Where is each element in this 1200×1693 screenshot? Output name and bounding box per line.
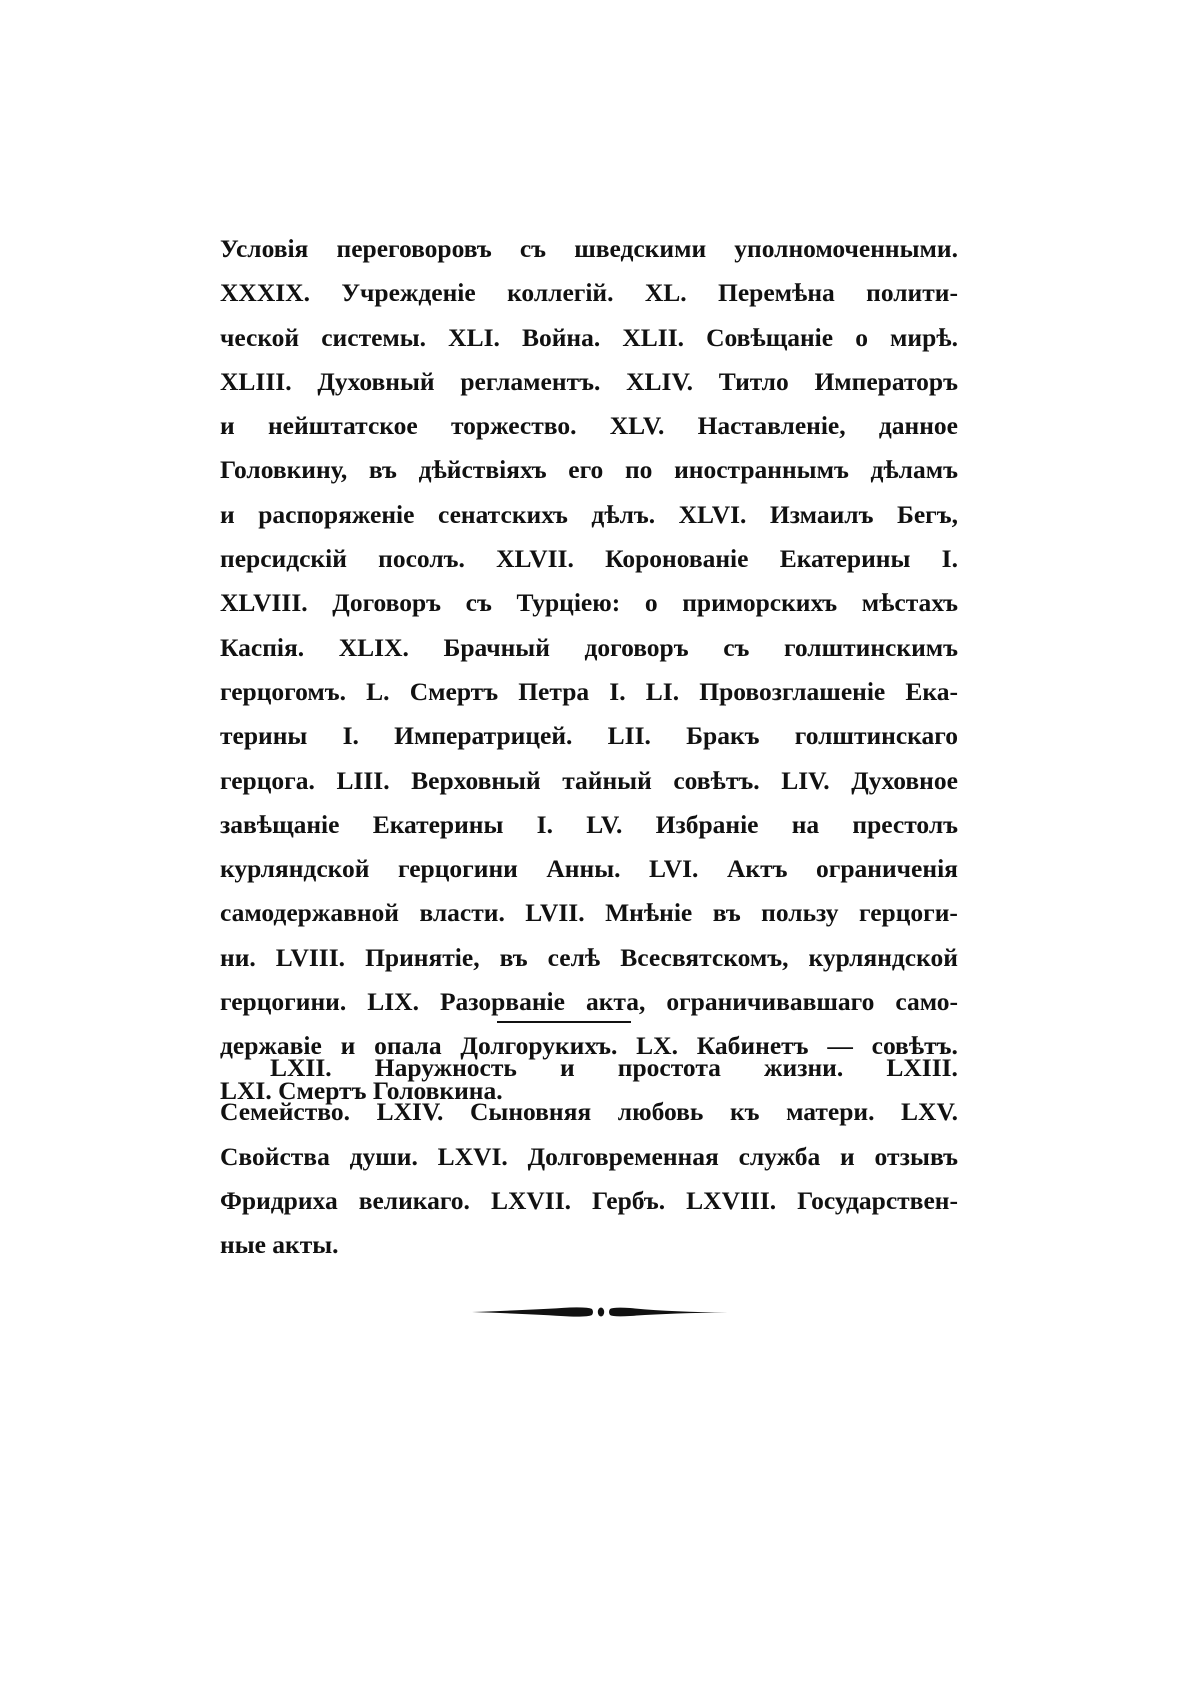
text-line: LXI. Смертъ Головкина.	[220, 1075, 503, 1105]
word: завѣщаніе	[220, 809, 340, 839]
word: опала	[374, 1031, 442, 1061]
word: о	[644, 588, 658, 618]
word: ограничивавшаго	[666, 987, 875, 1017]
word: Актъ	[726, 854, 788, 884]
text-line	[220, 448, 958, 492]
word: курляндской	[808, 942, 958, 972]
word: Турціею:	[516, 588, 621, 618]
word: Духовное	[851, 765, 958, 795]
word: курляндской	[220, 854, 370, 884]
text-line	[220, 626, 958, 670]
word: договоръ	[584, 632, 689, 662]
word: герцога.	[220, 765, 315, 795]
word: LXVI.	[437, 1141, 508, 1171]
word: съ	[465, 588, 492, 618]
word: I.	[609, 676, 626, 706]
word: селѣ	[547, 942, 601, 972]
word: Мнѣніе	[605, 898, 693, 928]
word: персидскій	[220, 544, 347, 574]
word: переговоровъ	[336, 234, 492, 263]
word: герцогомъ.	[220, 676, 347, 706]
word: Титло	[718, 366, 789, 396]
word: сенатскихъ	[437, 499, 568, 529]
word: нейштатское	[267, 411, 418, 441]
contents-section-2	[220, 1046, 958, 1267]
text-line	[220, 714, 958, 758]
word: LV.	[586, 809, 623, 839]
word: престолъ	[852, 809, 958, 839]
word: Головкину,	[220, 455, 348, 485]
word: его	[568, 455, 604, 485]
word: на	[791, 809, 820, 839]
word: Брачный	[443, 632, 550, 662]
word: XLII.	[622, 322, 685, 352]
word: XLV.	[609, 411, 665, 441]
word: Анны.	[546, 854, 621, 884]
word: LVI.	[649, 854, 699, 884]
word: регламентъ.	[460, 366, 601, 396]
text-line	[220, 1135, 958, 1179]
word: Договоръ	[332, 588, 442, 618]
word: державіе	[220, 1031, 322, 1061]
word: XLIV.	[626, 366, 693, 396]
word: акта,	[585, 987, 646, 1017]
word: распоряженіе	[258, 499, 415, 529]
word: и	[559, 1053, 575, 1082]
text-line	[220, 227, 958, 271]
word: XLIII.	[220, 366, 292, 396]
word: дѣламъ	[870, 455, 958, 485]
word: LXIV.	[376, 1097, 444, 1127]
word: герцоги-	[858, 898, 958, 928]
text-line	[220, 1090, 958, 1134]
word: и	[220, 499, 235, 529]
word: тайный	[562, 765, 652, 795]
word: LXVII.	[490, 1185, 571, 1215]
word: коллегій.	[507, 278, 614, 308]
word: Ека-	[905, 676, 958, 706]
text-line	[220, 803, 958, 847]
ornament-left-taper	[472, 1307, 593, 1316]
word: Каспія.	[220, 632, 305, 662]
word: Государствен-	[797, 1185, 958, 1215]
text-line	[220, 271, 958, 315]
word: XLI.	[448, 322, 500, 352]
word: жизни.	[764, 1053, 844, 1082]
word: LXII.	[270, 1053, 332, 1082]
word: Совѣщаніе	[706, 322, 834, 352]
word: мирѣ.	[890, 322, 958, 352]
word: LIX.	[367, 987, 419, 1017]
word: Всесвятскомъ,	[620, 942, 789, 972]
word: Перемѣна	[718, 278, 835, 308]
word: Гербъ.	[592, 1185, 666, 1215]
word: Свойства	[220, 1141, 330, 1171]
word: Долгорукихъ.	[460, 1031, 618, 1061]
word: L.	[366, 676, 390, 706]
word: XL.	[644, 278, 687, 308]
word: торжество.	[450, 411, 577, 441]
word: LI.	[645, 676, 680, 706]
word: само-	[895, 987, 958, 1017]
text-line	[220, 537, 958, 581]
word: пользу	[761, 898, 839, 928]
word: Принятіе,	[365, 942, 480, 972]
word: XLIX.	[338, 632, 409, 662]
word: Семейство.	[220, 1097, 350, 1127]
text-line	[220, 891, 958, 935]
word: простота	[617, 1053, 721, 1082]
word: матери.	[786, 1097, 875, 1127]
word: совѣтъ.	[673, 765, 760, 795]
word: дѣйствіяхъ	[418, 455, 547, 485]
word: Верховный	[411, 765, 541, 795]
word: голштинскаго	[794, 721, 958, 751]
text-line	[220, 1046, 958, 1090]
word: уполномоченными.	[734, 234, 958, 263]
text-line	[220, 670, 958, 714]
text-line	[220, 980, 958, 1024]
word: XLVII.	[496, 544, 574, 574]
word: XLVIII.	[220, 588, 308, 618]
word: отзывъ	[874, 1141, 958, 1171]
ornament-center-dot	[598, 1308, 604, 1317]
word: Сыновняя	[470, 1097, 592, 1127]
word: XLVI.	[678, 499, 747, 529]
word: Долговременная	[527, 1141, 719, 1171]
word: I.	[941, 544, 958, 574]
word: Измаилъ	[769, 499, 874, 529]
word: Кабинетъ	[696, 1031, 809, 1061]
word: Условія	[220, 234, 309, 263]
word: шведскими	[574, 234, 707, 263]
word: въ	[368, 455, 397, 485]
word: и	[840, 1141, 855, 1171]
word: власти.	[419, 898, 505, 928]
word: Бегъ,	[896, 499, 958, 529]
section-divider-rule	[497, 1021, 631, 1023]
text-line	[220, 936, 958, 980]
word: голштинскимъ	[783, 632, 958, 662]
word: герцогини.	[220, 987, 347, 1017]
word: иностраннымъ	[674, 455, 849, 485]
word: Фридриха	[220, 1185, 338, 1215]
text-line	[220, 581, 958, 625]
word: о	[855, 322, 868, 352]
word: LXIII.	[886, 1053, 958, 1082]
text-line	[220, 404, 958, 448]
word: LXVIII.	[686, 1185, 777, 1215]
word: съ	[519, 234, 547, 263]
word: съ	[723, 632, 750, 662]
text-line: ные акты.	[220, 1230, 339, 1260]
word: ческой	[220, 322, 300, 352]
tailpiece-ornament-icon	[470, 1300, 730, 1324]
word: LIV.	[781, 765, 830, 795]
word: совѣтъ.	[871, 1031, 958, 1061]
word: мѣстахъ	[861, 588, 958, 618]
word: LIII.	[336, 765, 390, 795]
word: къ	[729, 1097, 760, 1127]
word: души.	[349, 1141, 418, 1171]
word: любовь	[617, 1097, 704, 1127]
word: Провозглашеніе	[699, 676, 886, 706]
word: Духовный	[317, 366, 435, 396]
word: Разорваніе	[439, 987, 565, 1017]
word: Война.	[521, 322, 601, 352]
word: и	[220, 411, 235, 441]
text-line	[220, 360, 958, 404]
word: LVIII.	[275, 942, 346, 972]
word: дѣлъ.	[591, 499, 656, 529]
word: I.	[536, 809, 553, 839]
word: посолъ.	[378, 544, 465, 574]
word: Екатерины	[779, 544, 911, 574]
word: системы.	[321, 322, 427, 352]
word: Петра	[518, 676, 590, 706]
word: LII.	[607, 721, 651, 751]
word: служба	[738, 1141, 821, 1171]
word: LXV.	[901, 1097, 958, 1127]
text-line	[220, 759, 958, 803]
text-line	[220, 1179, 958, 1223]
word: ни.	[220, 942, 256, 972]
word: Бракъ	[686, 721, 760, 751]
contents-section-1	[220, 227, 958, 1113]
ornament-right-taper	[609, 1308, 728, 1317]
text-line	[220, 847, 958, 891]
word: по	[624, 455, 653, 485]
word: —	[827, 1031, 853, 1061]
word: великаго.	[358, 1185, 470, 1215]
text-line	[220, 493, 958, 537]
word: Императрицей.	[394, 721, 573, 751]
text-line	[220, 316, 958, 360]
word: ограниченія	[816, 854, 958, 884]
word: Коронованіе	[605, 544, 749, 574]
word: въ	[499, 942, 528, 972]
word: терины	[220, 721, 308, 751]
word: самодержавной	[220, 898, 399, 928]
word: Учрежденіе	[341, 278, 476, 308]
word: приморскихъ	[682, 588, 838, 618]
word: въ	[712, 898, 741, 928]
word: LX.	[636, 1031, 678, 1061]
word: Императоръ	[814, 366, 958, 396]
word: LVII.	[525, 898, 585, 928]
word: I.	[342, 721, 359, 751]
word: и	[340, 1031, 356, 1061]
word: Смертъ	[409, 676, 499, 706]
word: данное	[878, 411, 958, 441]
word: XXXIX.	[220, 278, 310, 308]
word: герцогини	[398, 854, 518, 884]
word: Избраніе	[655, 809, 759, 839]
word: Наружность	[374, 1053, 517, 1082]
word: Наставленіе,	[697, 411, 846, 441]
word: полити-	[866, 278, 958, 308]
word: Екатерины	[372, 809, 504, 839]
